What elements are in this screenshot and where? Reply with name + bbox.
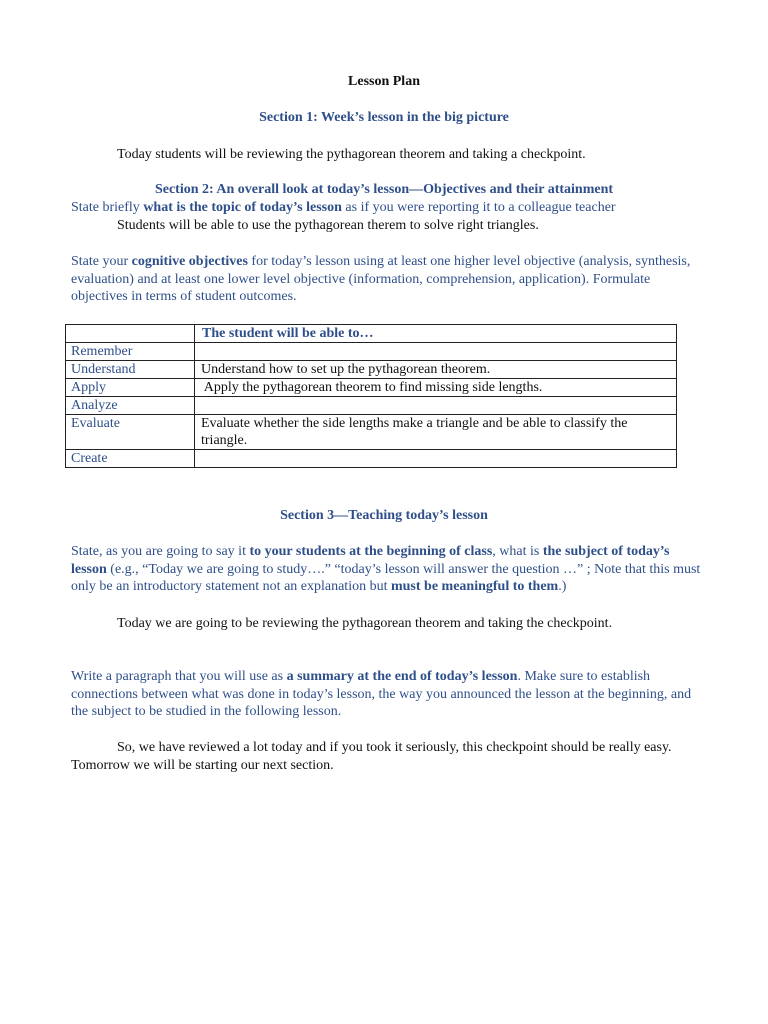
topic-prompt-post: as if you were reporting it to a colleague teacher <box>341 200 616 215</box>
table-header: The student will be able to… <box>195 325 677 343</box>
cognitive-bold: cognitive objectives <box>131 254 248 269</box>
subject-prompt-g: .) <box>558 579 567 595</box>
section-3-heading: Section 3—Teaching today’s lesson <box>280 508 488 523</box>
level-evaluate: Evaluate <box>66 415 195 450</box>
level-create: Create <box>66 450 195 468</box>
summary-answer: So, we have reviewed a lot today and if you took it seriously, this checkpoint should be really easy. Tomorrow we will be starting our next section. <box>71 740 672 773</box>
subject-prompt-a: State, as you are going to say it <box>71 544 250 559</box>
objective-evaluate: Evaluate whether the side lengths make a triangle and be able to classify the triangle. <box>195 415 677 450</box>
subject-prompt-d: the subject of today’s lesson <box>71 544 670 577</box>
summary-prompt-a: Write a paragraph that you will use as <box>71 669 287 684</box>
section-1-heading: Section 1: Week’s lesson in the big picture <box>259 110 509 125</box>
summary-prompt-b: a summary at the end of today’s lesson <box>286 669 518 684</box>
cognitive-pre: State your <box>71 254 132 269</box>
table-header-empty <box>66 325 195 343</box>
cognitive-objectives-prompt <box>71 253 701 306</box>
summary-prompt-c: . Make sure to establish connections between what was done in today’s lesson, the way you announced the lesson at the beginning, and the subject to be studied in the following lesson. <box>71 669 692 720</box>
level-remember: Remember <box>66 343 195 361</box>
subject-prompt-f: must be meaningful to them <box>390 579 559 595</box>
cognitive-post: for today’s lesson using at least one higher level objective (analysis, synthesis, evaluation) and at least one lower level objective (information, comprehension, application). Formulate objectives in terms of student outcomes. <box>71 254 691 305</box>
subject-prompt-e: (e.g., “Today we are going to study….” “today’s lesson will answer the question …” ; Note that this must only be an introductory statement not an explanation but <box>71 561 701 595</box>
subject-prompt-c: , what is <box>492 544 543 559</box>
topic-prompt-pre: State briefly <box>71 200 144 215</box>
table-row <box>66 379 677 397</box>
level-analyze: Analyze <box>66 397 195 415</box>
topic-prompt-bold: what is the topic of today’s lesson <box>143 200 342 215</box>
section-1-text: Today students will be reviewing the pythagorean theorem and taking a checkpoint. <box>117 147 586 162</box>
document-title: Lesson Plan <box>348 74 420 89</box>
subject-answer: Today we are going to be reviewing the pythagorean theorem and taking the checkpoint. <box>117 616 613 631</box>
table-header-row <box>66 325 677 343</box>
level-apply: Apply <box>66 379 195 397</box>
objective-apply: Apply the pythagorean theorem to find missing side lengths. <box>195 379 677 397</box>
table-row <box>66 450 677 468</box>
section-2-heading: Section 2: An overall look at today’s lesson—Objectives and their attainment <box>154 182 614 197</box>
topic-prompt <box>71 199 701 217</box>
table-row <box>66 361 677 379</box>
subject-prompt <box>71 543 701 596</box>
table-row <box>66 397 677 415</box>
subject-prompt-b: to your students at the beginning of class <box>249 544 493 559</box>
objective-create <box>195 450 677 468</box>
objective-analyze <box>195 397 677 415</box>
objective-remember <box>195 343 677 361</box>
objective-understand: Understand how to set up the pythagorean theorem. <box>195 361 677 379</box>
level-understand: Understand <box>66 361 195 379</box>
topic-answer: Students will be able to use the pythagorean therem to solve right triangles. <box>117 218 539 233</box>
table-row <box>66 343 677 361</box>
summary-prompt <box>71 668 701 721</box>
objectives-table <box>65 324 677 468</box>
table-row <box>66 415 677 450</box>
